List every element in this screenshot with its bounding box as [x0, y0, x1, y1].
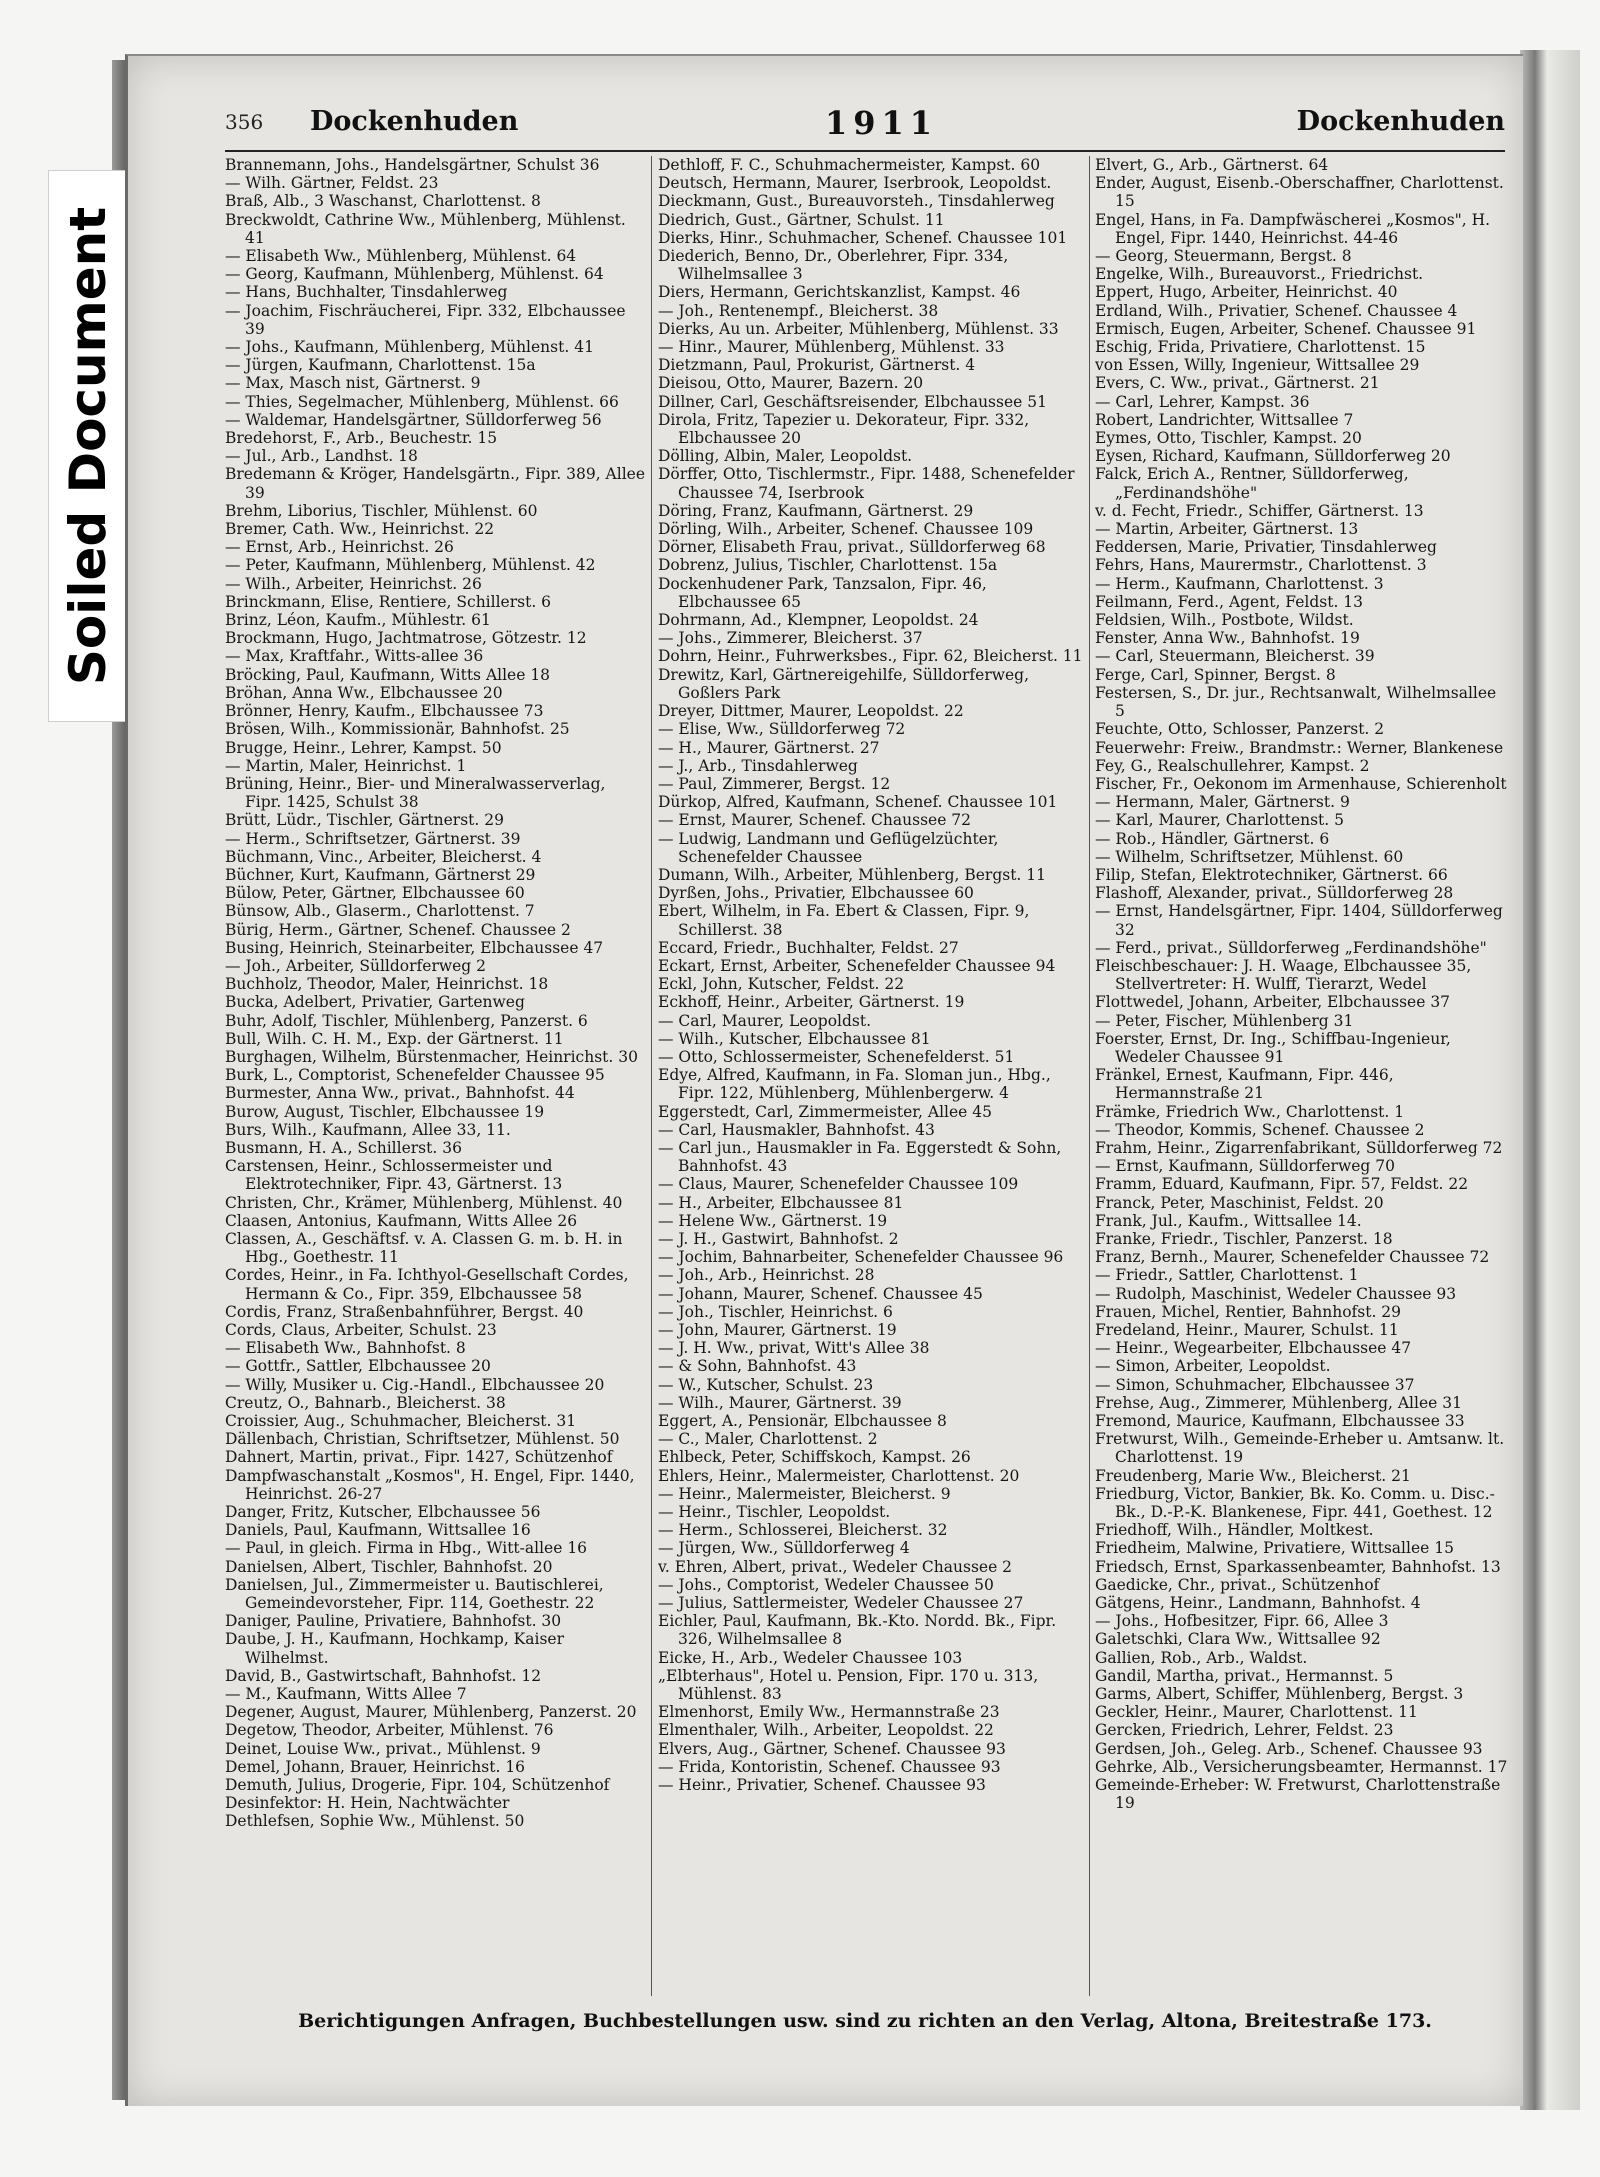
directory-entry: Elvers, Aug., Gärtner, Schenef. Chaussee 93 — [658, 1739, 1006, 1758]
directory-entry: — Georg, Kaufmann, Mühlenberg, Mühlenst. 64 — [225, 265, 604, 284]
directory-entry: Fey, G., Realschullehrer, Kampst. 2 — [1095, 756, 1370, 775]
directory-entry: Dohrmann, Ad., Klempner, Leopoldst. 24 — [658, 611, 979, 630]
directory-entry: Ender, August, Eisenb.-Oberschaffner, Charlottenst. 15 — [1095, 174, 1504, 211]
directory-entry: von Essen, Willy, Ingenieur, Wittsallee 29 — [1095, 356, 1420, 375]
directory-entry: Ehlers, Heinr., Malermeister, Charlottenst. 20 — [658, 1466, 1020, 1485]
directory-entry: Dumann, Wilh., Arbeiter, Mühlenberg, Bergst. 11 — [658, 865, 1047, 884]
directory-entry: Ferge, Carl, Spinner, Bergst. 8 — [1095, 665, 1336, 684]
directory-entry: Eichler, Paul, Kaufmann, Bk.-Kto. Nordd. Bk., Fipr. 326, Wilhelmsallee 8 — [658, 1612, 1057, 1649]
directory-entry: Claasen, Antonius, Kaufmann, Witts Allee 26 — [225, 1211, 578, 1230]
directory-entry: — Simon, Arbeiter, Leopoldst. — [1095, 1357, 1331, 1376]
directory-entry: — Wilh., Arbeiter, Heinrichst. 26 — [225, 574, 482, 593]
publisher-footer: Berichtigungen Anfragen, Buchbestellungen usw. sind zu richten an den Verlag, Altona, Breitestraße 173. — [298, 2010, 1432, 2032]
directory-entry: — Heinr., Privatier, Schenef. Chaussee 93 — [658, 1776, 986, 1795]
directory-entry: — Georg, Steuermann, Bergst. 8 — [1095, 247, 1352, 266]
directory-entry: Dahnert, Martin, privat., Fipr. 1427, Schützenhof — [225, 1448, 613, 1467]
column-divider — [651, 156, 652, 1996]
directory-entry: Diederich, Benno, Dr., Oberlehrer, Fipr. 334, Wilhelmsallee 3 — [658, 247, 1009, 284]
directory-entry: Festersen, S., Dr. jur., Rechtsanwalt, Wilhelmsallee 5 — [1095, 683, 1497, 721]
directory-entry: Cords, Claus, Arbeiter, Schulst. 23 — [225, 1321, 497, 1339]
directory-entry: Eccard, Friedr., Buchhalter, Feldst. 27 — [658, 938, 959, 957]
directory-entry: — Johs., Hofbesitzer, Fipr. 66, Allee 3 — [1095, 1612, 1389, 1631]
directory-entry: v. Ehren, Albert, privat., Wedeler Chaussee 2 — [658, 1557, 1013, 1576]
directory-entry: — & Sohn, Bahnhofst. 43 — [658, 1357, 857, 1376]
directory-entry: Eicke, H., Arb., Wedeler Chaussee 103 — [658, 1648, 963, 1667]
directory-entry: Demel, Johann, Brauer, Heinrichst. 16 — [225, 1757, 526, 1776]
directory-entry: — Rob., Händler, Gärtnerst. 6 — [1095, 829, 1330, 848]
directory-entry: Gallien, Rob., Arb., Waldst. — [1095, 1648, 1308, 1667]
directory-entry: Eggert, A., Pensionär, Elbchaussee 8 — [658, 1412, 947, 1431]
directory-entry: Flottwedel, Johann, Arbeiter, Elbchaussee 37 — [1095, 993, 1451, 1012]
directory-entry: Brannemann, Johs., Handelsgärtner, Schulst 36 — [225, 156, 600, 174]
directory-entry: „Elbterhaus", Hotel u. Pension, Fipr. 170 u. 313, Mühlenst. 83 — [658, 1666, 1039, 1704]
directory-entry: — Jürgen, Ww., Sülldorferweg 4 — [658, 1539, 910, 1558]
directory-entry: — Herm., Schriftsetzer, Gärtnerst. 39 — [225, 829, 521, 848]
directory-entry: Dockenhudener Park, Tanzsalon, Fipr. 46, Elbchaussee 65 — [658, 574, 987, 611]
directory-entry: — Wilhelm, Schriftsetzer, Mühlenst. 60 — [1095, 847, 1404, 866]
directory-entry: Foerster, Ernst, Dr. Ing., Schiffbau-Ingenieur, Wedeler Chaussee 91 — [1095, 1029, 1451, 1066]
directory-entry: — J., Arb., Tinsdahlerweg — [658, 756, 858, 775]
directory-entry: Dobrenz, Julius, Tischler, Charlottenst. 15a — [658, 556, 998, 575]
directory-entry: — Willy, Musiker u. Cig.-Handl., Elbchaussee 20 — [225, 1375, 605, 1394]
directory-entry: Bull, Wilh. C. H. M., Exp. der Gärtnerst. 11 — [225, 1029, 564, 1048]
directory-entry: — Ernst, Handelsgärtner, Fipr. 1404, Sülldorferweg 32 — [1095, 902, 1503, 939]
running-head-left: Dockenhuden — [310, 106, 519, 137]
directory-entry: — Jürgen, Kaufmann, Charlottenst. 15a — [225, 356, 536, 375]
running-head-right: Dockenhuden — [1296, 106, 1505, 137]
directory-entry: Framm, Eduard, Kaufmann, Fipr. 57, Feldst. 22 — [1095, 1175, 1469, 1194]
directory-entry: Gaedicke, Chr., privat., Schützenhof — [1095, 1575, 1380, 1594]
directory-entry: — Jochim, Bahnarbeiter, Schenefelder Chaussee 96 — [658, 1248, 1064, 1267]
directory-entry: Brinz, Léon, Kaufm., Mühlestr. 61 — [225, 611, 491, 630]
directory-entry: — Heinr., Wegearbeiter, Elbchaussee 47 — [1095, 1339, 1412, 1358]
directory-entry: Elvert, G., Arb., Gärtnerst. 64 — [1095, 156, 1329, 174]
directory-entry: Dillner, Carl, Geschäftsreisender, Elbchaussee 51 — [658, 392, 1047, 411]
directory-entry: Gandil, Martha, privat., Hermannst. 5 — [1095, 1666, 1394, 1685]
directory-entry: — Karl, Maurer, Charlottenst. 5 — [1095, 811, 1344, 830]
directory-entry: v. d. Fecht, Friedr., Schiffer, Gärtnerst. 13 — [1095, 501, 1424, 520]
directory-entry: — Martin, Maler, Heinrichst. 1 — [225, 756, 467, 775]
page-number: 356 — [225, 110, 264, 134]
directory-entry: Feilmann, Ferd., Agent, Feldst. 13 — [1095, 592, 1364, 611]
directory-entry: Demuth, Julius, Drogerie, Fipr. 104, Schützenhof — [225, 1776, 610, 1795]
directory-entry: — W., Kutscher, Schulst. 23 — [658, 1375, 874, 1394]
directory-entry: — Simon, Schuhmacher, Elbchaussee 37 — [1095, 1375, 1415, 1394]
directory-entry: Dörffer, Otto, Tischlermstr., Fipr. 1488, Schenefelder Chaussee 74, Iserbrook — [658, 465, 1075, 502]
directory-entry: Bürig, Herm., Gärtner, Schenef. Chaussee 2 — [225, 920, 571, 939]
directory-entry: — Julius, Sattlermeister, Wedeler Chaussee 27 — [658, 1594, 1024, 1613]
directory-entry: — Martin, Arbeiter, Gärtnerst. 13 — [1095, 520, 1359, 539]
directory-entry: — Paul, in gleich. Firma in Hbg., Witt-allee 16 — [225, 1539, 588, 1558]
directory-entry: Fischer, Fr., Oekonom im Armenhause, Schierenholt — [1095, 774, 1507, 793]
directory-entry: — Johs., Kaufmann, Mühlenberg, Mühlenst. 41 — [225, 338, 594, 357]
year-heading: 1911 — [825, 104, 939, 142]
directory-entry: Danielsen, Jul., Zimmermeister u. Bautischlerei, Gemeindevorsteher, Fipr. 114, Goethestr. 22 — [225, 1575, 604, 1613]
directory-entry: — Rudolph, Maschinist, Wedeler Chaussee 93 — [1095, 1284, 1457, 1303]
directory-entry: Brösen, Wilh., Kommissionär, Bahnhofst. 25 — [225, 720, 570, 739]
directory-entry: Brockmann, Hugo, Jachtmatrose, Götzestr. 12 — [225, 629, 587, 648]
directory-entry: Dietzmann, Paul, Prokurist, Gärtnerst. 4 — [658, 356, 976, 375]
directory-entry: David, B., Gastwirtschaft, Bahnhofst. 12 — [225, 1666, 542, 1685]
directory-entry: — Claus, Maurer, Schenefelder Chaussee 109 — [658, 1175, 1019, 1194]
directory-entry: Dyrßen, Johs., Privatier, Elbchaussee 60 — [658, 884, 974, 903]
directory-entry: Büchner, Kurt, Kaufmann, Gärtnerst 29 — [225, 865, 536, 884]
directory-entry: Dieisou, Otto, Maurer, Bazern. 20 — [658, 374, 924, 393]
directory-entry: Fränkel, Ernest, Kaufmann, Fipr. 446, Hermannstraße 21 — [1095, 1066, 1394, 1103]
directory-entry: Feldsien, Wilh., Postbote, Wildst. — [1095, 611, 1354, 630]
directory-entry: Diedrich, Gust., Gärtner, Schulst. 11 — [658, 210, 945, 229]
directory-entry: — Ernst, Maurer, Schenef. Chaussee 72 — [658, 811, 972, 830]
directory-entry: Danielsen, Albert, Tischler, Bahnhofst. 20 — [225, 1557, 553, 1576]
directory-entry: Daniels, Paul, Kaufmann, Wittsallee 16 — [225, 1521, 531, 1540]
directory-entry: Buhr, Adolf, Tischler, Mühlenberg, Panzerst. 6 — [225, 1011, 588, 1030]
directory-entry: — Herm., Kaufmann, Charlottenst. 3 — [1095, 574, 1384, 593]
directory-entry: Busmann, H. A., Schillerst. 36 — [225, 1138, 462, 1157]
directory-entry: — John, Maurer, Gärtnerst. 19 — [658, 1321, 897, 1339]
directory-column-2 — [658, 156, 1083, 2001]
directory-entry: Gemeinde-Erheber: W. Fretwurst, Charlottenstraße 19 — [1095, 1776, 1501, 1813]
directory-entry: — Helene Ww., Gärtnerst. 19 — [658, 1211, 888, 1230]
directory-entry: Gätgens, Heinr., Landmann, Bahnhofst. 4 — [1095, 1594, 1421, 1613]
directory-entry: — Johann, Maurer, Schenef. Chaussee 45 — [658, 1284, 983, 1303]
directory-entry: — Elisabeth Ww., Mühlenberg, Mühlenst. 64 — [225, 247, 577, 266]
directory-entry: Bredehorst, F., Arb., Beuchestr. 15 — [225, 429, 498, 448]
directory-entry: — Peter, Kaufmann, Mühlenberg, Mühlenst. 42 — [225, 556, 596, 575]
directory-entry: Fredeland, Heinr., Maurer, Schulst. 11 — [1095, 1321, 1399, 1339]
directory-entry: Dörner, Elisabeth Frau, privat., Sülldorferweg 68 — [658, 538, 1046, 557]
directory-entry: Cordis, Franz, Straßenbahnführer, Bergst. 40 — [225, 1302, 584, 1321]
soiled-document-text: Soiled Document — [59, 206, 117, 686]
directory-entry: Döring, Franz, Kaufmann, Gärtnerst. 29 — [658, 501, 974, 520]
directory-entry: — Joh., Arb., Heinrichst. 28 — [658, 1266, 875, 1285]
directory-entry: Edye, Alfred, Kaufmann, in Fa. Sloman jun., Hbg., Fipr. 122, Mühlenberg, Mühlenbergerw. 4 — [658, 1066, 1051, 1103]
directory-entry: Bucka, Adelbert, Privatier, Gartenweg — [225, 993, 525, 1012]
directory-entry: Evers, C. Ww., privat., Gärtnerst. 21 — [1095, 374, 1380, 393]
directory-entry: — Otto, Schlossermeister, Schenefelderst. 51 — [658, 1047, 1015, 1066]
directory-entry: Dürkop, Alfred, Kaufmann, Schenef. Chaussee 101 — [658, 793, 1058, 812]
directory-entry: Friedheim, Malwine, Privatiere, Wittsallee 15 — [1095, 1539, 1454, 1558]
directory-entry: Burs, Wilh., Kaufmann, Allee 33, 11. — [225, 1120, 511, 1139]
directory-entry: Brüning, Heinr., Bier- und Mineralwasserverlag, Fipr. 1425, Schulst 38 — [225, 774, 606, 812]
soiled-document-label — [48, 170, 128, 722]
directory-entry: — Carl, Maurer, Leopoldst. — [658, 1011, 872, 1030]
directory-entry: Cordes, Heinr., in Fa. Ichthyol-Gesellschaft Cordes, Hermann & Co., Fipr. 359, Elbchaussee 58 — [225, 1266, 629, 1303]
directory-entry: — Ernst, Arb., Heinrichst. 26 — [225, 538, 454, 557]
directory-entry: Elmenhorst, Emily Ww., Hermannstraße 23 — [658, 1703, 1000, 1722]
directory-entry: Eckhoff, Heinr., Arbeiter, Gärtnerst. 19 — [658, 993, 965, 1012]
directory-entry: Brütt, Lüdr., Tischler, Gärtnerst. 29 — [225, 811, 504, 830]
directory-entry: Ehlbeck, Peter, Schiffskoch, Kampst. 26 — [658, 1448, 971, 1467]
directory-entry: Bremer, Cath. Ww., Heinrichst. 22 — [225, 520, 495, 539]
directory-entry: Brinckmann, Elise, Rentiere, Schillerst. 6 — [225, 592, 552, 611]
directory-entry: Eckart, Ernst, Arbeiter, Schenefelder Chaussee 94 — [658, 956, 1056, 975]
directory-entry: Daniger, Pauline, Privatiere, Bahnhofst. 30 — [225, 1612, 562, 1631]
directory-entry: Burghagen, Wilhelm, Bürstenmacher, Heinrichst. 30 — [225, 1047, 638, 1066]
directory-entry: Engel, Hans, in Fa. Dampfwäscherei „Kosmos", H. Engel, Fipr. 1440, Heinrichst. 44-46 — [1095, 210, 1491, 247]
directory-entry: — Carl jun., Hausmakler in Fa. Eggerstedt & Sohn, Bahnhofst. 43 — [658, 1138, 1062, 1176]
directory-entry: — Ludwig, Landmann und Geflügelzüchter, Schenefelder Chaussee — [658, 829, 999, 866]
directory-entry: Eschig, Frida, Privatiere, Charlottenst. 15 — [1095, 338, 1426, 357]
directory-entry: — Carl, Hausmakler, Bahnhofst. 43 — [658, 1120, 935, 1139]
directory-entry: Brugge, Heinr., Lehrer, Kampst. 50 — [225, 738, 502, 757]
directory-entry: Eckl, John, Kutscher, Feldst. 22 — [658, 975, 905, 994]
directory-entry: Feddersen, Marie, Privatier, Tinsdahlerweg — [1095, 538, 1437, 557]
directory-entry: — Johs., Comptorist, Wedeler Chaussee 50 — [658, 1575, 994, 1594]
directory-entry: Carstensen, Heinr., Schlossermeister und Elektrotechniker, Fipr. 43, Gärtnerst. 13 — [225, 1157, 563, 1194]
directory-entry: — Hinr., Maurer, Mühlenberg, Mühlenst. 33 — [658, 338, 1005, 357]
directory-entry: Dohrn, Heinr., Fuhrwerksbes., Fipr. 62, Bleicherst. 11 — [658, 647, 1083, 666]
directory-entry: Büchmann, Vinc., Arbeiter, Bleicherst. 4 — [225, 847, 542, 866]
directory-entry: — M., Kaufmann, Witts Allee 7 — [225, 1685, 467, 1704]
directory-entry: Braß, Alb., 3 Waschanst, Charlottenst. 8 — [225, 192, 541, 211]
directory-entry: Fremond, Maurice, Kaufmann, Elbchaussee 33 — [1095, 1412, 1465, 1431]
directory-entry: Eysen, Richard, Kaufmann, Sülldorferweg 20 — [1095, 447, 1451, 466]
directory-entry: Christen, Chr., Krämer, Mühlenberg, Mühlenst. 40 — [225, 1193, 623, 1212]
directory-entry: Bröcking, Paul, Kaufmann, Witts Allee 18 — [225, 665, 551, 684]
directory-entry: Drewitz, Karl, Gärtnereigehilfe, Sülldorferweg, Goßlers Park — [658, 665, 1030, 702]
directory-entry: Eymes, Otto, Tischler, Kampst. 20 — [1095, 429, 1362, 448]
directory-entry: — Joh., Tischler, Heinrichst. 6 — [658, 1302, 893, 1321]
directory-entry: Brehm, Liborius, Tischler, Mühlenst. 60 — [225, 501, 538, 520]
directory-entry: Robert, Landrichter, Wittsallee 7 — [1095, 410, 1354, 429]
directory-entry: Buchholz, Theodor, Maler, Heinrichst. 18 — [225, 975, 549, 994]
directory-entry: Friedburg, Victor, Bankier, Bk. Ko. Comm. u. Disc.-Bk., D.-P.-K. Blankenese, Fipr. 441, Goethest. 12 — [1095, 1484, 1495, 1522]
directory-entry: Bülow, Peter, Gärtner, Elbchaussee 60 — [225, 884, 525, 903]
directory-entry: — Joh., Arbeiter, Sülldorferweg 2 — [225, 956, 487, 975]
directory-entry: Daube, J. H., Kaufmann, Hochkamp, Kaiser Wilhelmst. — [225, 1630, 564, 1667]
directory-entry: Classen, A., Geschäftsf. v. A. Classen G. m. b. H. in Hbg., Goethestr. 11 — [225, 1229, 623, 1267]
directory-entry: Geckler, Heinr., Maurer, Charlottenst. 11 — [1095, 1703, 1418, 1722]
directory-entry: — Joachim, Fischräucherei, Fipr. 332, Elbchaussee 39 — [225, 301, 626, 338]
directory-entry: — Heinr., Tischler, Leopoldst. — [658, 1503, 891, 1522]
directory-entry: — Paul, Zimmerer, Bergst. 12 — [658, 774, 891, 793]
directory-entry: Bünsow, Alb., Glaserm., Charlottenst. 7 — [225, 902, 535, 921]
directory-entry: — Johs., Zimmerer, Bleicherst. 37 — [658, 629, 923, 648]
directory-entry: Breckwoldt, Cathrine Ww., Mühlenberg, Mühlenst. 41 — [225, 210, 626, 247]
directory-entry: Engelke, Wilh., Bureauvorst., Friedrichst. — [1095, 265, 1424, 284]
directory-entry: Falck, Erich A., Rentner, Sülldorferweg, „Ferdinandshöhe" — [1095, 465, 1409, 502]
directory-entry: Dierks, Au un. Arbeiter, Mühlenberg, Mühlenst. 33 — [658, 319, 1059, 338]
directory-entry: — Heinr., Malermeister, Bleicherst. 9 — [658, 1484, 951, 1503]
directory-entry: Burow, August, Tischler, Elbchaussee 19 — [225, 1102, 545, 1121]
directory-entry: — C., Maler, Charlottenst. 2 — [658, 1430, 878, 1449]
directory-entry: — Max, Masch nist, Gärtnerst. 9 — [225, 374, 481, 393]
directory-entry: — J. H. Ww., privat, Witt's Allee 38 — [658, 1339, 930, 1358]
directory-entry: Diers, Hermann, Gerichtskanzlist, Kampst. 46 — [658, 283, 1021, 302]
directory-entry: Feuerwehr: Freiw., Brandmstr.: Werner, Blankenese — [1095, 738, 1504, 757]
directory-column-1 — [225, 156, 645, 2001]
directory-entry: Gehrke, Alb., Versicherungsbeamter, Hermannst. 17 — [1095, 1757, 1508, 1776]
directory-entry: Degener, August, Maurer, Mühlenberg, Panzerst. 20 — [225, 1703, 637, 1722]
directory-entry: — Waldemar, Handelsgärtner, Sülldorferweg 56 — [225, 410, 602, 429]
directory-entry: — Frida, Kontoristin, Schenef. Chaussee 93 — [658, 1757, 1001, 1776]
directory-entry: — Carl, Lehrer, Kampst. 36 — [1095, 392, 1310, 411]
directory-entry: Feuchte, Otto, Schlosser, Panzerst. 2 — [1095, 720, 1385, 739]
directory-entry: Eppert, Hugo, Arbeiter, Heinrichst. 40 — [1095, 283, 1398, 302]
directory-entry: Dieckmann, Gust., Bureauvorsteh., Tinsdahlerweg — [658, 192, 1055, 211]
directory-entry: Dirola, Fritz, Tapezier u. Dekorateur, Fipr. 332, Elbchaussee 20 — [658, 410, 1030, 448]
directory-entry: Galetschki, Clara Ww., Wittsallee 92 — [1095, 1630, 1381, 1649]
directory-entry: Flashoff, Alexander, privat., Sülldorferweg 28 — [1095, 884, 1454, 903]
directory-entry: Ermisch, Eugen, Arbeiter, Schenef. Chaussee 91 — [1095, 319, 1477, 338]
page-header — [225, 104, 1505, 152]
directory-entry: Filip, Stefan, Elektrotechniker, Gärtnerst. 66 — [1095, 865, 1448, 884]
directory-entry: — Peter, Fischer, Mühlenberg 31 — [1095, 1011, 1354, 1030]
directory-entry: Frank, Jul., Kaufm., Wittsallee 14. — [1095, 1211, 1362, 1230]
directory-entry: Dierks, Hinr., Schuhmacher, Schenef. Chaussee 101 — [658, 228, 1068, 247]
directory-entry: Ebert, Wilhelm, in Fa. Ebert & Classen, Fipr. 9, Schillerst. 38 — [658, 902, 1030, 939]
directory-entry: Främke, Friedrich Ww., Charlottenst. 1 — [1095, 1102, 1405, 1121]
directory-entry: — Thies, Segelmacher, Mühlenberg, Mühlenst. 66 — [225, 392, 619, 411]
directory-entry: Garms, Albert, Schiffer, Mühlenberg, Bergst. 3 — [1095, 1685, 1464, 1704]
directory-entry: — Wilh., Maurer, Gärtnerst. 39 — [658, 1393, 902, 1412]
directory-entry: Franz, Bernh., Maurer, Schenefelder Chaussee 72 — [1095, 1248, 1490, 1267]
directory-entry: Degetow, Theodor, Arbeiter, Mühlenst. 76 — [225, 1721, 554, 1740]
directory-entry: Frauen, Michel, Rentier, Bahnhofst. 29 — [1095, 1302, 1402, 1321]
directory-column-3 — [1095, 156, 1510, 2001]
directory-entry: Frahm, Heinr., Zigarrenfabrikant, Sülldorferweg 72 — [1095, 1138, 1503, 1157]
directory-entry: — H., Maurer, Gärtnerst. 27 — [658, 738, 880, 757]
directory-entry: — Carl, Steuermann, Bleicherst. 39 — [1095, 647, 1375, 666]
directory-entry: — Max, Kraftfahr., Witts-allee 36 — [225, 647, 484, 666]
directory-entry: — Wilh., Kutscher, Elbchaussee 81 — [658, 1029, 931, 1048]
directory-entry: — Ernst, Kaufmann, Sülldorferweg 70 — [1095, 1157, 1395, 1176]
directory-entry: Fleischbeschauer: J. H. Waage, Elbchaussee 35, Stellvertreter: H. Wulff, Tierarzt, Wedel — [1095, 956, 1472, 994]
directory-entry: — Joh., Rentenempf., Bleicherst. 38 — [658, 301, 939, 320]
directory-entry: Dörling, Wilh., Arbeiter, Schenef. Chaussee 109 — [658, 520, 1034, 539]
directory-entry: Franke, Friedr., Tischler, Panzerst. 18 — [1095, 1229, 1393, 1248]
directory-entry: — Friedr., Sattler, Charlottenst. 1 — [1095, 1266, 1359, 1285]
directory-entry: Dölling, Albin, Maler, Leopoldst. — [658, 447, 913, 466]
directory-entry: Desinfektor: H. Hein, Nachtwächter — [225, 1794, 510, 1813]
directory-entry: Elmenthaler, Wilh., Arbeiter, Leopoldst. 22 — [658, 1721, 994, 1740]
directory-entry: Croissier, Aug., Schuhmacher, Bleicherst. 31 — [225, 1412, 577, 1431]
directory-entry: Freudenberg, Marie Ww., Bleicherst. 21 — [1095, 1466, 1411, 1485]
directory-entry: Dethloff, F. C., Schuhmachermeister, Kampst. 60 — [658, 156, 1041, 174]
directory-entry: Gercken, Friedrich, Lehrer, Feldst. 23 — [1095, 1721, 1394, 1740]
directory-entry: — Gottfr., Sattler, Elbchaussee 20 — [225, 1357, 491, 1376]
column-divider — [1089, 156, 1090, 1996]
directory-entry: Frehse, Aug., Zimmerer, Mühlenberg, Allee 31 — [1095, 1393, 1462, 1412]
directory-entry: Brönner, Henry, Kaufm., Elbchaussee 73 — [225, 702, 544, 721]
directory-entry: Creutz, O., Bahnarb., Bleicherst. 38 — [225, 1393, 506, 1412]
directory-entry: Burmester, Anna Ww., privat., Bahnhofst. 44 — [225, 1084, 575, 1103]
directory-entry: Eggerstedt, Carl, Zimmermeister, Allee 45 — [658, 1102, 992, 1121]
directory-entry: Dampfwaschanstalt „Kosmos", H. Engel, Fipr. 1440, Heinrichst. 26-27 — [225, 1466, 635, 1503]
directory-entry: — Ferd., privat., Sülldorferweg „Ferdinandshöhe" — [1095, 938, 1487, 957]
directory-entry: — Elisabeth Ww., Bahnhofst. 8 — [225, 1339, 466, 1358]
directory-entry: — Herm., Schlosserei, Bleicherst. 32 — [658, 1521, 948, 1540]
directory-entry: Friedsch, Ernst, Sparkassenbeamter, Bahnhofst. 13 — [1095, 1557, 1501, 1576]
directory-entry: Danger, Fritz, Kutscher, Elbchaussee 56 — [225, 1503, 541, 1522]
directory-entry: Erdland, Wilh., Privatier, Schenef. Chaussee 4 — [1095, 301, 1458, 320]
directory-entry: Dällenbach, Christian, Schriftsetzer, Mühlenst. 50 — [225, 1430, 620, 1449]
directory-entry: Bredemann & Kröger, Handelsgärtn., Fipr. 389, Allee 39 — [225, 465, 645, 502]
directory-entry: Burk, L., Comptorist, Schenefelder Chaussee 95 — [225, 1066, 605, 1085]
directory-entry: — J. H., Gastwirt, Bahnhofst. 2 — [658, 1229, 899, 1248]
directory-entry: Gerdsen, Joh., Geleg. Arb., Schenef. Chaussee 93 — [1095, 1739, 1483, 1758]
directory-entry: — Elise, Ww., Sülldorferweg 72 — [658, 720, 906, 739]
directory-entry: — Theodor, Kommis, Schenef. Chaussee 2 — [1095, 1120, 1425, 1139]
directory-entry: — Hans, Buchhalter, Tinsdahlerweg — [225, 283, 508, 302]
directory-entry: Dethlefsen, Sophie Ww., Mühlenst. 50 — [225, 1812, 525, 1831]
directory-entry: Fretwurst, Wilh., Gemeinde-Erheber u. Amtsanw. lt. Charlottenst. 19 — [1095, 1430, 1505, 1467]
directory-entry: Fehrs, Hans, Maurermstr., Charlottenst. 3 — [1095, 556, 1427, 575]
header-rule — [225, 150, 1505, 152]
directory-entry: Deinet, Louise Ww., privat., Mühlenst. 9 — [225, 1739, 541, 1758]
directory-entry: Franck, Peter, Maschinist, Feldst. 20 — [1095, 1193, 1384, 1212]
directory-entry: Fenster, Anna Ww., Bahnhofst. 19 — [1095, 629, 1360, 648]
directory-entry: — Wilh. Gärtner, Feldst. 23 — [225, 174, 439, 193]
directory-entry: — Hermann, Maler, Gärtnerst. 9 — [1095, 793, 1350, 812]
adjacent-page-edge — [1520, 50, 1580, 2110]
directory-entry: Bröhan, Anna Ww., Elbchaussee 20 — [225, 683, 503, 702]
directory-entry: Busing, Heinrich, Steinarbeiter, Elbchaussee 47 — [225, 938, 604, 957]
directory-entry: — Jul., Arb., Landhst. 18 — [225, 447, 418, 466]
directory-entry: Dreyer, Dittmer, Maurer, Leopoldst. 22 — [658, 702, 964, 721]
directory-entry: — H., Arbeiter, Elbchaussee 81 — [658, 1193, 904, 1212]
directory-entry: Deutsch, Hermann, Maurer, Iserbrook, Leopoldst. — [658, 174, 1052, 193]
directory-entry: Friedhoff, Wilh., Händler, Moltkest. — [1095, 1521, 1374, 1540]
